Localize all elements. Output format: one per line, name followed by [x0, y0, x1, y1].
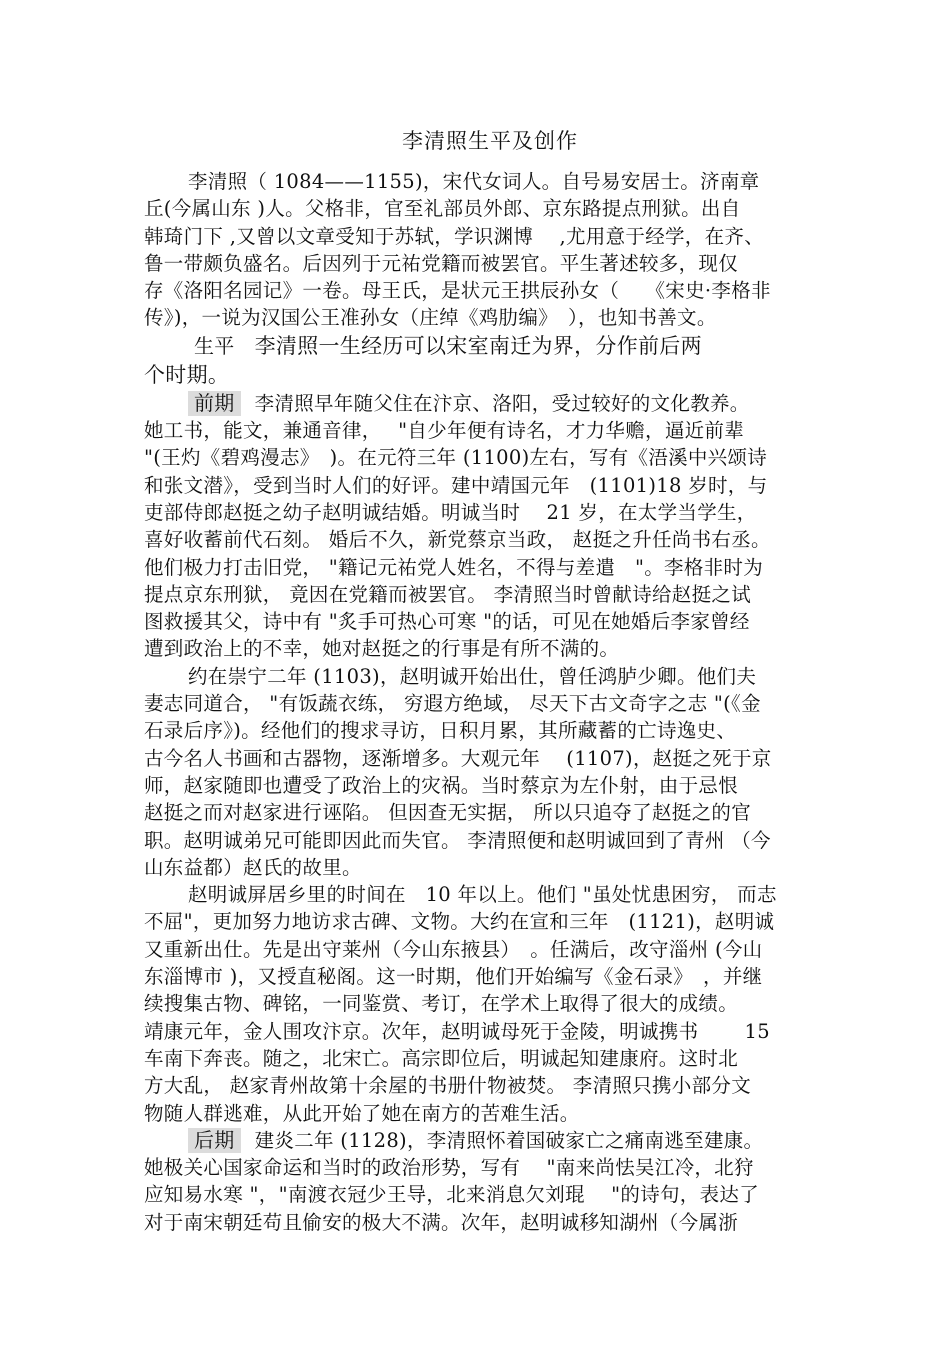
line-text: 存《洛阳名园记》一卷。母王氏，是状元王拱辰孙女（ 《宋史·李格非 [144, 279, 771, 303]
line-text: 妻志同道合， "有饭蔬衣练， 穷遐方绝域， 尽天下古文奇字之志 "(《金 [144, 692, 761, 716]
text-line [144, 1100, 814, 1127]
text-line [144, 1209, 814, 1236]
line-text: 又重新出仕。先是出守莱州（今山东掖县） 。任满后，改守淄州 (今山 [144, 937, 763, 961]
line-text: 古今名人书画和古器物，逐渐增多。大观元年 (1107)，赵挺之死于京 [144, 746, 772, 770]
line-text: 图救援其父，诗中有 "炙手可热心可寒 "的话，可见在她婚后李家曾经 [144, 610, 750, 634]
section-heading: 生平 [194, 333, 235, 358]
text-line [144, 472, 814, 499]
text-line [144, 195, 814, 222]
text-line [144, 772, 814, 799]
text-line [144, 554, 814, 581]
line-text: 李清照一生经历可以宋室南迁为界，分作前后两 [254, 333, 702, 358]
text-line [144, 361, 814, 390]
text-line [144, 1018, 814, 1045]
line-text: 赵挺之而对赵家进行诬陷。 但因查无实据， 所以只追夺了赵挺之的官 [144, 801, 751, 825]
line-text: 方大乱， 赵家青州故第十余屋的书册什物被焚。 李清照只携小部分文 [144, 1074, 751, 1098]
line-text: 吏部侍郎赵挺之幼子赵明诚结婚。明诚当时 21 岁，在太学当学生， [144, 500, 757, 524]
line-text: 李清照早年随父住在汴京、洛阳，受过较好的文化教养。 [254, 391, 750, 415]
line-text: 续搜集古物、碑铭，一同鉴赏、考订，在学术上取得了很大的成绩。 [144, 992, 739, 1016]
line-text: 石录后序》)。经他们的搜求寻访，日积月累，其所藏蓄的亡诗逸史、 [144, 719, 737, 743]
text-line [144, 223, 814, 250]
text-line [144, 417, 814, 444]
line-text: 靖康元年，金人围攻汴京。次年，赵明诚母死于金陵，明诚携书 15 [144, 1019, 770, 1043]
line-text: 提点京东刑狱， 竟因在党籍而被罢官。 李清照当时曾献诗给赵挺之试 [144, 582, 751, 606]
text-line [144, 608, 814, 635]
text-line [144, 526, 814, 553]
line-text: 他们极力打击旧党， "籍记元祐党人姓名，不得与差遣 "。李格非时为 [144, 555, 764, 579]
text-line [144, 854, 814, 881]
line-text: 丘(今属山东 )人。父格非，官至礼部员外郎、京东路提点刑狱。出自 [144, 197, 741, 221]
section-heading: 后期 [188, 1128, 241, 1153]
text-line [144, 168, 814, 195]
line-text: 应知易水寒 "，"南渡衣冠少王导，北来消息欠刘琨 "的诗句，表达了 [144, 1183, 760, 1207]
text-line [144, 444, 814, 471]
text-line [144, 1127, 814, 1154]
text-line [144, 332, 814, 361]
text-line [144, 745, 814, 772]
line-text: 约在崇宁二年 (1103)，赵明诚开始出仕，曾任鸿胪少卿。他们夫 [188, 664, 757, 688]
line-text: 对于南宋朝廷苟且偷安的极大不满。次年，赵明诚移知湖州（今属浙 [144, 1210, 739, 1234]
text-line [144, 277, 814, 304]
line-text: 她极关心国家命运和当时的政治形势，写有 "南来尚怯吴江冷，北狩 [144, 1156, 754, 1180]
text-line [144, 963, 814, 990]
text-line [144, 799, 814, 826]
line-text: 山东益都）赵氏的故里。 [144, 855, 362, 879]
line-text: 个时期。 [144, 362, 230, 387]
page-title: 李清照生平及创作 [402, 129, 578, 153]
line-text: 建炎二年 (1128)，李清照怀着国破家亡之痛南逃至建康。 [254, 1128, 764, 1152]
line-text: 韩琦门下 ,又曾以文章受知于苏轼，学识渊博 ,尤用意于经学，在齐、 [144, 224, 764, 248]
text-line [144, 717, 814, 744]
text-line [144, 936, 814, 963]
text-line [144, 1072, 814, 1099]
line-text: 车南下奔丧。随之，北宋亡。高宗即位后，明诚起知建康府。这时北 [144, 1046, 739, 1070]
line-text: 职。赵明诚弟兄可能即因此而失官。 李清照便和赵明诚回到了青州 （今 [144, 828, 771, 852]
line-text: 传》)，一说为汉国公王准孙女（庄绰《鸡肋编》 ），也知书善文。 [144, 306, 717, 330]
section-heading: 前期 [188, 391, 241, 416]
line-text: 和张文潜》，受到当时人们的好评。建中靖国元年 (1101)18 岁时，与 [144, 473, 768, 497]
line-text: "(王灼《碧鸡漫志》 )。在元符三年 (1100)左右，写有《浯溪中兴颂诗 [144, 446, 768, 470]
text-line [144, 581, 814, 608]
line-text: 东淄博市 )，又授直秘阁。这一时期，他们开始编写《金石录》 ，并继 [144, 965, 763, 989]
text-line [144, 499, 814, 526]
line-text: 物随人群逃难，从此开始了她在南方的苦难生活。 [144, 1101, 580, 1125]
line-text: 李清照（ 1084——1155)，宋代女词人。自号易安居士。济南章 [188, 170, 760, 193]
line-text: 喜好收蓄前代石刻。 婚后不久，新党蔡京当政， 赵挺之升任尚书右丞。 [144, 528, 771, 552]
text-line [144, 690, 814, 717]
text-line [144, 908, 814, 935]
line-text: 不屈"，更加努力地访求古碑、文物。大约在宣和三年 (1121)，赵明诚 [144, 910, 775, 934]
line-text: 赵明诚屏居乡里的时间在 10 年以上。他们 "虽处忧患困穷， 而志 [188, 883, 777, 907]
text-line [144, 1154, 814, 1181]
text-line [144, 881, 814, 908]
body-text [144, 168, 814, 1236]
text-line [144, 250, 814, 277]
line-text: 她工书，能文，兼通音律， "自少年便有诗名，才力华赡，逼近前辈 [144, 419, 745, 443]
line-text: 师，赵家随即也遭受了政治上的灾祸。当时蔡京为左仆射，由于忌恨 [144, 773, 739, 797]
text-line [144, 635, 814, 662]
text-line [144, 390, 814, 417]
text-line [144, 990, 814, 1017]
line-text: 遭到政治上的不幸，她对赵挺之的行事是有所不满的。 [144, 637, 620, 661]
text-line [144, 304, 814, 331]
text-line [144, 1181, 814, 1208]
text-line [144, 663, 814, 690]
text-line [144, 1045, 814, 1072]
text-line [144, 827, 814, 854]
line-text: 鲁一带颇负盛名。后因列于元祐党籍而被罢官。平生著述较多，现仅 [144, 251, 739, 275]
